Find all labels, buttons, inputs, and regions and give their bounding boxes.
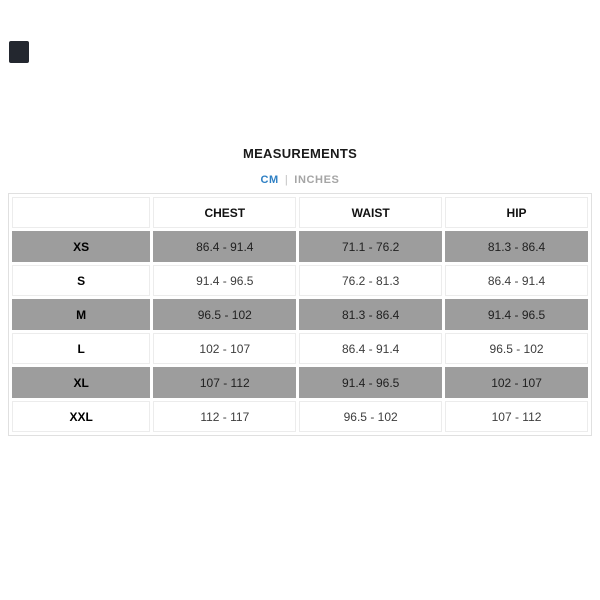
waist-cell: 91.4 - 96.5	[299, 367, 442, 398]
column-header-waist: WAIST	[299, 197, 442, 228]
unit-option-inches[interactable]: INCHES	[294, 174, 340, 186]
hip-cell: 96.5 - 102	[445, 333, 588, 364]
size-label-cell: XL	[12, 367, 150, 398]
size-label-cell: M	[12, 299, 150, 330]
size-row-l	[12, 333, 588, 364]
chest-cell: 102 - 107	[153, 333, 296, 364]
chest-cell: 86.4 - 91.4	[153, 231, 296, 262]
size-label-cell: XS	[12, 231, 150, 262]
column-header-hip: HIP	[445, 197, 588, 228]
unit-separator: |	[284, 174, 289, 186]
hip-cell: 107 - 112	[445, 401, 588, 432]
column-header-chest: CHEST	[153, 197, 296, 228]
unit-option-cm[interactable]: CM	[260, 174, 279, 186]
size-label-cell: S	[12, 265, 150, 296]
hip-cell: 91.4 - 96.5	[445, 299, 588, 330]
chest-cell: 91.4 - 96.5	[153, 265, 296, 296]
waist-cell: 81.3 - 86.4	[299, 299, 442, 330]
size-label-cell: XXL	[12, 401, 150, 432]
hip-cell: 81.3 - 86.4	[445, 231, 588, 262]
color-swatch[interactable]	[9, 41, 29, 63]
size-chart-table	[8, 193, 592, 436]
hip-cell: 86.4 - 91.4	[445, 265, 588, 296]
waist-cell: 76.2 - 81.3	[299, 265, 442, 296]
waist-cell: 96.5 - 102	[299, 401, 442, 432]
size-row-s	[12, 265, 588, 296]
header-row	[12, 197, 588, 228]
hip-cell: 102 - 107	[445, 367, 588, 398]
chest-cell: 96.5 - 102	[153, 299, 296, 330]
size-label-cell: L	[12, 333, 150, 364]
measurements-title: MEASUREMENTS	[242, 146, 358, 161]
size-row-xl	[12, 367, 588, 398]
size-row-xxl	[12, 401, 588, 432]
waist-cell: 86.4 - 91.4	[299, 333, 442, 364]
size-row-m	[12, 299, 588, 330]
chest-cell: 107 - 112	[153, 367, 296, 398]
waist-cell: 71.1 - 76.2	[299, 231, 442, 262]
chest-cell: 112 - 117	[153, 401, 296, 432]
column-header-size	[12, 197, 150, 228]
size-row-xs	[12, 231, 588, 262]
unit-toggle	[0, 174, 600, 186]
